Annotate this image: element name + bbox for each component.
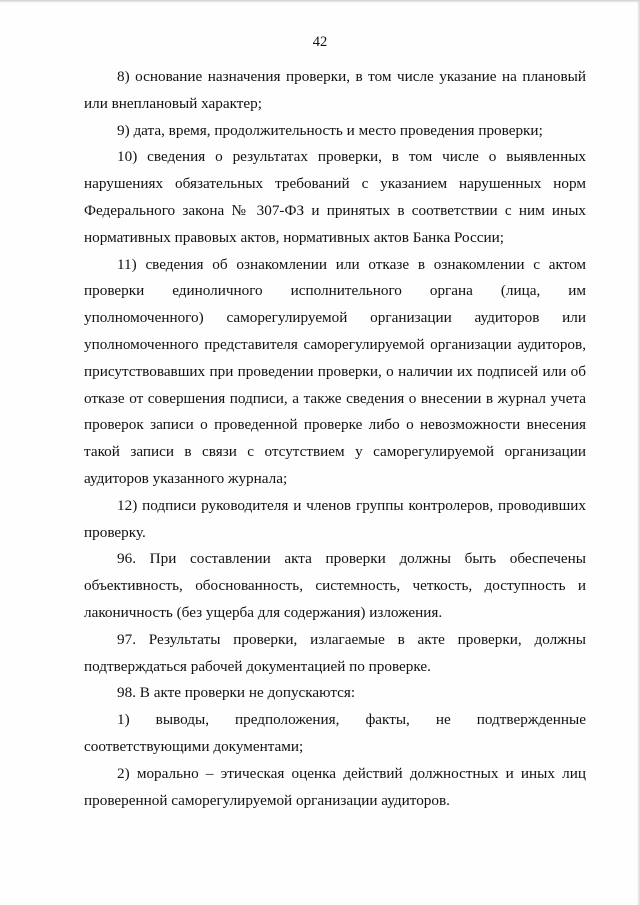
list-item-12: 12) подписи руководителя и членов группы контролеров, проводивших проверку. (84, 496, 586, 541)
list-item-11: 11) сведения об ознакомлении или отказе в ознакомлении с актом проверки единоличного исполнительного органа (лица, им уполномоченного) саморегулируемой организации аудиторов или уполномоченного представителя саморегулируемой организации аудиторов, присутствовавших при проведении проверки, о наличии их подписей или об отказе от совершения подписи, а также сведения о внесении в журнал учета проверок записи о проведенной проверке либо о невозможности внесения такой записи в связи с отсутствием у саморегулируемой организации аудиторов указанного журнала; (84, 255, 586, 487)
list-item-10: 10) сведения о результатах проверки, в том числе о выявленных нарушениях обязательных требований с указанием нарушенных норм Федерального закона № 307-ФЗ и принятых в соответствии с ним иных нормативных правовых актов, нормативных актов Банка России; (84, 148, 586, 246)
clause-96: 96. При составлении акта проверки должны быть обеспечены объективность, обоснованность, системность, четкость, доступность и лаконичность (без ущерба для содержания) изложения. (84, 550, 586, 621)
clause-98-item-2: 2) морально – этическая оценка действий должностных и иных лиц проверенной саморегулируемой организации аудиторов. (84, 764, 586, 809)
clause-98: 98. В акте проверки не допускаются: (117, 684, 356, 702)
list-item-8: 8) основание назначения проверки, в том числе указание на плановый или внеплановый характер; (84, 68, 586, 112)
document-body (84, 64, 586, 814)
list-item-9: 9) дата, время, продолжительность и место проведения проверки; (117, 121, 543, 139)
scan-edge-top (0, 0, 640, 3)
page-number: 42 (312, 34, 328, 50)
clause-98-item-1: 1) выводы, предположения, факты, не подтвержденные соответствующими документами; (84, 711, 586, 755)
clause-97: 97. Результаты проверки, излагаемые в акте проверки, должны подтверждаться рабочей документацией по проверке. (84, 630, 586, 675)
